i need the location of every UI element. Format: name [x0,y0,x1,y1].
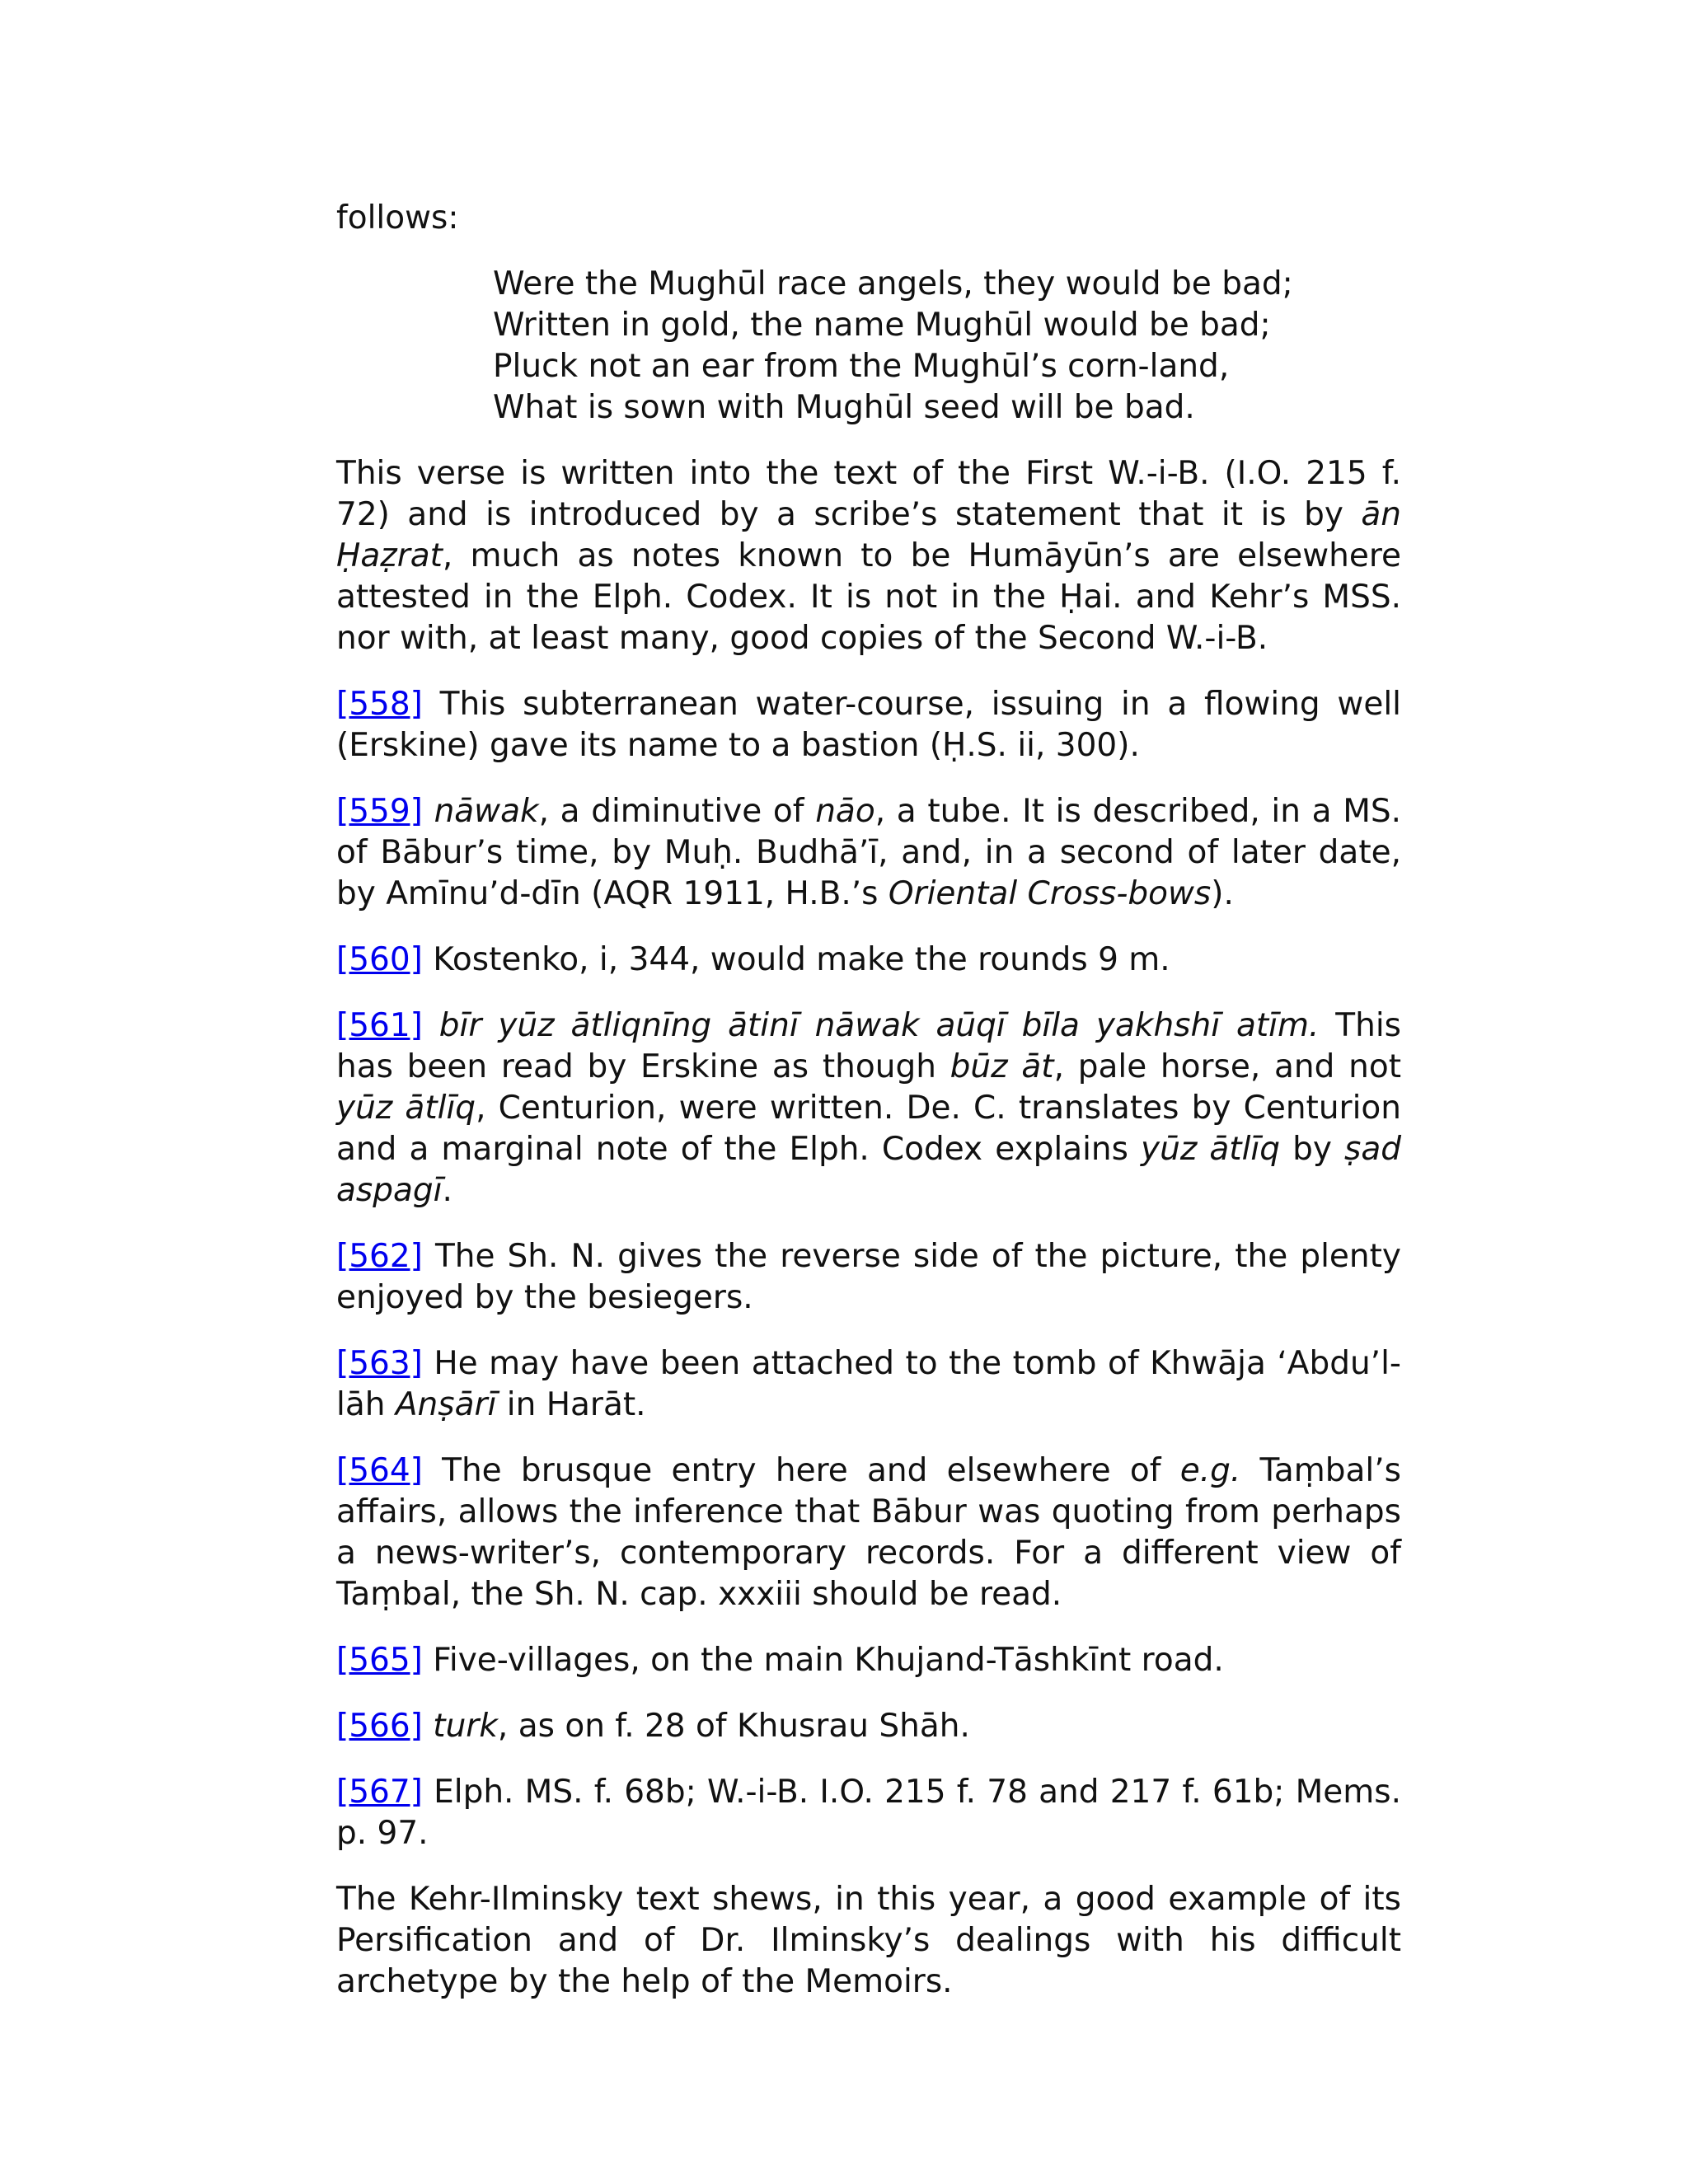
italic-run: yūz ātlīq [336,1090,476,1127]
footnote-ref-567[interactable]: [567] [336,1774,423,1811]
text-run: , a diminutive of [538,793,816,830]
italic-run: nāwak [434,793,539,830]
verse-note [336,453,1401,659]
text-run: The Sh. N. gives the reverse side of the picture, the plenty enjoyed by the besiegers. [336,1238,1401,1316]
italic-run: yūz ātlīq [1141,1131,1281,1168]
closing-paragraph: The Kehr-Ilminsky text shews, in this year, a good example of its Persification and of Dr. Ilminsky’s dealings with his difficult archetype by the help of the Memoirs. [336,1881,1401,2000]
text-run: , as on f. 28 of Khusrau Shāh. [497,1708,970,1745]
italic-run: turk [433,1708,498,1745]
footnote-ref-558[interactable]: [558] [336,686,423,723]
italic-run: bīr yūz ātliqnīng ātinī nāwak aūqī bīla yakhshī atīm. [438,1007,1320,1044]
text-run: Elph. MS. f. 68b; W.-i-B. I.O. 215 f. 78 and 217 f. 61b; Mems. p. 97. [336,1774,1401,1852]
verse-line: What is sown with Mughūl seed will be bad. [493,389,1195,426]
footnote-ref-559[interactable]: [559] [336,793,423,830]
italic-run: ān Ḥaẓrat [336,496,1401,574]
text-run: , much as notes known to be Humāyūn’s are elsewhere attested in the Elph. Codex. It is not in the Ḥai. and Kehr’s MSS. nor with, at least many, good copies of the Second W.-i-B. [336,537,1401,657]
text-run: . [442,1172,452,1209]
italic-run: nāo [815,793,875,830]
text-run: by [1280,1131,1345,1168]
footnote-559 [336,791,1401,915]
text-run: , pale horse, and not [1053,1048,1401,1085]
footnote-565 [336,1640,1401,1681]
italic-run: būz āt [950,1048,1054,1085]
text-run: This subterranean water-course, issuing in a flowing well (Erskine) gave its name to a bastion (Ḥ.S. ii, 300). [336,686,1401,764]
footnote-567 [336,1772,1401,1854]
verse-line: Were the Mughūl race angels, they would be bad; [493,265,1293,302]
verse-line: Written in gold, the name Mughūl would be bad; [493,307,1271,344]
text-run: This has been read by Erskine as though [336,1007,1401,1085]
footnote-ref-566[interactable]: [566] [336,1708,423,1745]
text-run: This verse is written into the text of the First W.-i-B. (I.O. 215 f. 72) and is introduced by a scribe’s statement that it is by [336,455,1401,533]
footnote-564 [336,1451,1401,1615]
footnote-ref-565[interactable]: [565] [336,1642,423,1679]
italic-run: e.g. [1179,1452,1241,1489]
footnote-ref-560[interactable]: [560] [336,941,423,978]
italic-run: Anṣārī [395,1386,497,1423]
footnote-566 [336,1706,1401,1747]
footnote-ref-563[interactable]: [563] [336,1345,423,1382]
text-run: Taṃbal’s affairs, allows the inference that Bābur was quoting from perhaps a news-writer’s, contemporary records. For a different view of Taṃbal, the Sh. N. cap. xxxiii should be read. [336,1452,1401,1613]
footnote-563 [336,1343,1401,1426]
intro-text: follows: [336,199,459,237]
text-run: He may have been attached to the tomb of Khwāja ‘Abdu’l-lāh [336,1345,1401,1423]
footnote-560 [336,940,1401,981]
footnote-558 [336,684,1401,766]
footnote-561 [336,1005,1401,1212]
text-run: , a tube. It is described, in a MS. of Bābur’s time, by Muḥ. Budhā’ī, and, in a second of later date, by Amīnu’d-dīn (AQR 1911, H.B.’s [336,793,1402,912]
footnote-ref-562[interactable]: [562] [336,1238,423,1275]
text-run: The brusque entry here and elsewhere of [422,1452,1180,1489]
verse-line: Pluck not an ear from the Mughūl’s corn-land, [493,348,1230,385]
verse-block [493,264,1401,429]
italic-run: Oriental Cross-bows [888,875,1212,912]
page-body [336,198,1401,2027]
italic-run: ṣad aspagī [336,1131,1401,1209]
text-run: Five-villages, on the main Khujand-Tāshkīnt road. [422,1642,1224,1679]
text-run: in Harāt. [496,1386,646,1423]
footnote-ref-561[interactable]: [561] [336,1007,423,1044]
text-run: Kostenko, i, 344, would make the rounds 9 m. [422,941,1170,978]
footnote-562 [336,1236,1401,1319]
text-run: ). [1211,875,1234,912]
footnote-ref-564[interactable]: [564] [336,1452,423,1489]
text-run: , Centurion, were written. De. C. translates by Centurion and a marginal note of the Elph. Codex explains [336,1090,1401,1168]
